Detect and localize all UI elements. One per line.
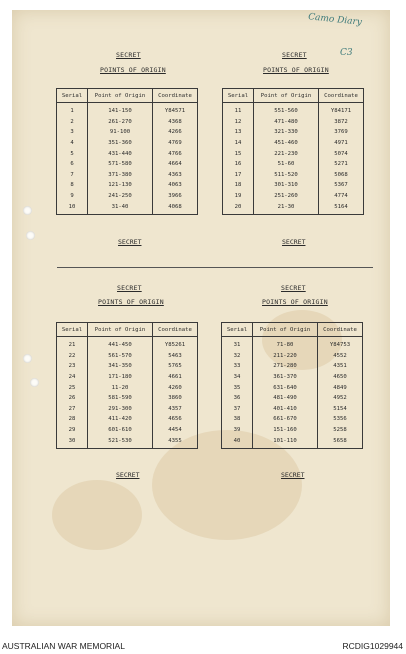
table-row <box>57 435 198 448</box>
point-of-origin-cell: 51-60 <box>254 159 319 170</box>
table-row <box>57 351 198 362</box>
point-of-origin-cell: 301-310 <box>254 180 319 191</box>
serial-cell: 31 <box>222 337 253 351</box>
serial-cell: 17 <box>223 170 254 181</box>
point-of-origin-cell: 121-130 <box>88 180 153 191</box>
table-row <box>222 372 363 383</box>
point-of-origin-cell: 171-180 <box>88 372 153 383</box>
table-row <box>57 201 198 214</box>
point-of-origin-cell: 91-100 <box>88 127 153 138</box>
serial-cell: 19 <box>223 191 254 202</box>
point-of-origin-cell: 481-490 <box>253 393 318 404</box>
coordinate-cell: 4368 <box>153 117 198 128</box>
coordinate-cell: 4063 <box>153 180 198 191</box>
punch-hole <box>26 231 35 240</box>
coordinate-cell: 5164 <box>319 201 364 214</box>
serial-cell: 10 <box>57 201 88 214</box>
points-of-origin-heading: POINTS OF ORIGIN <box>98 298 164 306</box>
coordinate-cell: 4357 <box>153 404 198 415</box>
point-of-origin-cell: 31-40 <box>88 201 153 214</box>
points-of-origin-table <box>56 322 198 449</box>
secret-heading: SECRET <box>281 284 306 292</box>
serial-cell: 9 <box>57 191 88 202</box>
table-row <box>223 148 364 159</box>
points-of-origin-table <box>221 322 363 449</box>
serial-cell: 13 <box>223 127 254 138</box>
coordinate-cell: 5356 <box>318 414 363 425</box>
column-header-coordinate: Coordinate <box>318 323 363 337</box>
serial-cell: 33 <box>222 361 253 372</box>
point-of-origin-cell: 661-670 <box>253 414 318 425</box>
point-of-origin-cell: 141-150 <box>88 103 153 117</box>
table-row <box>223 170 364 181</box>
coordinate-cell: 4650 <box>318 372 363 383</box>
serial-cell: 12 <box>223 117 254 128</box>
punch-hole <box>30 378 39 387</box>
serial-cell: 38 <box>222 414 253 425</box>
point-of-origin-cell: 21-30 <box>254 201 319 214</box>
punch-hole <box>23 206 32 215</box>
point-of-origin-cell: 431-440 <box>88 148 153 159</box>
table-row <box>57 404 198 415</box>
coordinate-cell: 5068 <box>319 170 364 181</box>
serial-cell: 27 <box>57 404 88 415</box>
coordinate-cell: 4355 <box>153 435 198 448</box>
serial-cell: 26 <box>57 393 88 404</box>
column-header-point-of-origin: Point of Origin <box>254 89 319 103</box>
table-row <box>223 201 364 214</box>
coordinate-cell: 4351 <box>318 361 363 372</box>
table-row <box>57 414 198 425</box>
point-of-origin-cell: 211-220 <box>253 351 318 362</box>
table-row <box>223 103 364 117</box>
point-of-origin-cell: 241-250 <box>88 191 153 202</box>
point-of-origin-cell: 361-370 <box>253 372 318 383</box>
secret-footer: SECRET <box>116 471 140 479</box>
serial-cell: 14 <box>223 138 254 149</box>
archive-footer <box>0 636 406 654</box>
coordinate-cell: 5154 <box>318 404 363 415</box>
point-of-origin-cell: 371-380 <box>88 170 153 181</box>
table-row <box>222 425 363 436</box>
table-row <box>222 393 363 404</box>
points-of-origin-table <box>56 88 198 215</box>
serial-cell: 24 <box>57 372 88 383</box>
table-row <box>223 191 364 202</box>
coordinate-cell: 5658 <box>318 435 363 448</box>
serial-cell: 32 <box>222 351 253 362</box>
point-of-origin-cell: 251-260 <box>254 191 319 202</box>
serial-cell: 8 <box>57 180 88 191</box>
point-of-origin-cell: 291-300 <box>88 404 153 415</box>
column-header-point-of-origin: Point of Origin <box>88 89 153 103</box>
coordinate-cell: Y84171 <box>319 103 364 117</box>
column-header-serial: Serial <box>57 89 88 103</box>
secret-heading: SECRET <box>117 284 142 292</box>
serial-cell: 40 <box>222 435 253 448</box>
point-of-origin-cell: 151-160 <box>253 425 318 436</box>
table-row <box>222 351 363 362</box>
point-of-origin-cell: 221-230 <box>254 148 319 159</box>
coordinate-cell: 4849 <box>318 382 363 393</box>
serial-cell: 1 <box>57 103 88 117</box>
column-header-serial: Serial <box>223 89 254 103</box>
points-of-origin-heading: POINTS OF ORIGIN <box>100 66 166 74</box>
serial-cell: 15 <box>223 148 254 159</box>
column-header-coordinate: Coordinate <box>153 89 198 103</box>
point-of-origin-cell: 561-570 <box>88 351 153 362</box>
coordinate-cell: 5367 <box>319 180 364 191</box>
coordinate-cell: 3769 <box>319 127 364 138</box>
table-row <box>222 414 363 425</box>
serial-cell: 6 <box>57 159 88 170</box>
column-header-serial: Serial <box>222 323 253 337</box>
serial-cell: 35 <box>222 382 253 393</box>
point-of-origin-cell: 271-280 <box>253 361 318 372</box>
coordinate-cell: 3966 <box>153 191 198 202</box>
table-row <box>57 138 198 149</box>
serial-cell: 20 <box>223 201 254 214</box>
coordinate-cell: 3872 <box>319 117 364 128</box>
divider-line <box>57 267 373 268</box>
points-of-origin-table <box>222 88 364 215</box>
serial-cell: 3 <box>57 127 88 138</box>
coordinate-cell: 5463 <box>153 351 198 362</box>
coordinate-cell: 4664 <box>153 159 198 170</box>
serial-cell: 23 <box>57 361 88 372</box>
table-row <box>223 159 364 170</box>
coordinate-cell: 4454 <box>153 425 198 436</box>
point-of-origin-cell: 521-530 <box>88 435 153 448</box>
table-row <box>57 148 198 159</box>
archive-name: AUSTRALIAN WAR MEMORIAL <box>2 641 125 651</box>
coordinate-cell: 4971 <box>319 138 364 149</box>
coordinate-cell: 5765 <box>153 361 198 372</box>
table-row <box>222 404 363 415</box>
point-of-origin-cell: 71-80 <box>253 337 318 351</box>
coordinate-cell: Y84571 <box>153 103 198 117</box>
serial-cell: 4 <box>57 138 88 149</box>
secret-footer: SECRET <box>281 471 305 479</box>
column-header-serial: Serial <box>57 323 88 337</box>
secret-footer: SECRET <box>118 238 142 246</box>
table-row <box>57 372 198 383</box>
table-row <box>57 159 198 170</box>
point-of-origin-cell: 341-350 <box>88 361 153 372</box>
point-of-origin-cell: 511-520 <box>254 170 319 181</box>
handwritten-note: Camo Diary <box>307 12 363 28</box>
secret-footer: SECRET <box>282 238 306 246</box>
table-row <box>223 117 364 128</box>
table-row <box>57 117 198 128</box>
coordinate-cell: 4266 <box>153 127 198 138</box>
table-row <box>57 127 198 138</box>
table-row <box>223 180 364 191</box>
column-header-coordinate: Coordinate <box>153 323 198 337</box>
coordinate-cell: 4656 <box>153 414 198 425</box>
table-row <box>57 425 198 436</box>
table-row <box>222 361 363 372</box>
coordinate-cell: 4661 <box>153 372 198 383</box>
page-mark: C3 <box>340 48 353 58</box>
serial-cell: 28 <box>57 414 88 425</box>
table-row <box>57 382 198 393</box>
point-of-origin-cell: 411-420 <box>88 414 153 425</box>
coordinate-cell: 4774 <box>319 191 364 202</box>
table-row <box>57 337 198 351</box>
coordinate-cell: 5271 <box>319 159 364 170</box>
coordinate-cell: 4260 <box>153 382 198 393</box>
point-of-origin-cell: 451-460 <box>254 138 319 149</box>
point-of-origin-cell: 101-110 <box>253 435 318 448</box>
table-row <box>57 103 198 117</box>
punch-hole <box>23 354 32 363</box>
secret-heading: SECRET <box>116 51 141 59</box>
point-of-origin-cell: 551-560 <box>254 103 319 117</box>
point-of-origin-cell: 631-640 <box>253 382 318 393</box>
coordinate-cell: 4766 <box>153 148 198 159</box>
coordinate-cell: Y84753 <box>318 337 363 351</box>
table-row <box>223 127 364 138</box>
table-row <box>57 361 198 372</box>
serial-cell: 39 <box>222 425 253 436</box>
serial-cell: 18 <box>223 180 254 191</box>
table-row <box>57 180 198 191</box>
point-of-origin-cell: 11-20 <box>88 382 153 393</box>
coordinate-cell: 4952 <box>318 393 363 404</box>
coordinate-cell: 4363 <box>153 170 198 181</box>
point-of-origin-cell: 401-410 <box>253 404 318 415</box>
serial-cell: 34 <box>222 372 253 383</box>
table-row <box>57 170 198 181</box>
coordinate-cell: Y85261 <box>153 337 198 351</box>
point-of-origin-cell: 261-270 <box>88 117 153 128</box>
serial-cell: 11 <box>223 103 254 117</box>
serial-cell: 16 <box>223 159 254 170</box>
serial-cell: 2 <box>57 117 88 128</box>
serial-cell: 36 <box>222 393 253 404</box>
point-of-origin-cell: 601-610 <box>88 425 153 436</box>
column-header-point-of-origin: Point of Origin <box>88 323 153 337</box>
table-row <box>222 337 363 351</box>
column-header-point-of-origin: Point of Origin <box>253 323 318 337</box>
column-header-coordinate: Coordinate <box>319 89 364 103</box>
point-of-origin-cell: 471-480 <box>254 117 319 128</box>
table-row <box>222 435 363 448</box>
serial-cell: 22 <box>57 351 88 362</box>
serial-cell: 5 <box>57 148 88 159</box>
serial-cell: 29 <box>57 425 88 436</box>
table-row <box>222 382 363 393</box>
points-of-origin-heading: POINTS OF ORIGIN <box>262 298 328 306</box>
coordinate-cell: 3860 <box>153 393 198 404</box>
serial-cell: 7 <box>57 170 88 181</box>
serial-cell: 25 <box>57 382 88 393</box>
coordinate-cell: 4068 <box>153 201 198 214</box>
table-row <box>57 191 198 202</box>
coordinate-cell: 5258 <box>318 425 363 436</box>
serial-cell: 30 <box>57 435 88 448</box>
point-of-origin-cell: 571-580 <box>88 159 153 170</box>
coordinate-cell: 4769 <box>153 138 198 149</box>
table-row <box>223 138 364 149</box>
point-of-origin-cell: 321-330 <box>254 127 319 138</box>
point-of-origin-cell: 351-360 <box>88 138 153 149</box>
point-of-origin-cell: 441-450 <box>88 337 153 351</box>
coordinate-cell: 4552 <box>318 351 363 362</box>
serial-cell: 21 <box>57 337 88 351</box>
secret-heading: SECRET <box>282 51 307 59</box>
table-row <box>57 393 198 404</box>
points-of-origin-heading: POINTS OF ORIGIN <box>263 66 329 74</box>
coordinate-cell: 5074 <box>319 148 364 159</box>
point-of-origin-cell: 581-590 <box>88 393 153 404</box>
archive-reference: RCDIG1029944 <box>342 641 403 651</box>
paper-stain <box>52 480 142 550</box>
serial-cell: 37 <box>222 404 253 415</box>
